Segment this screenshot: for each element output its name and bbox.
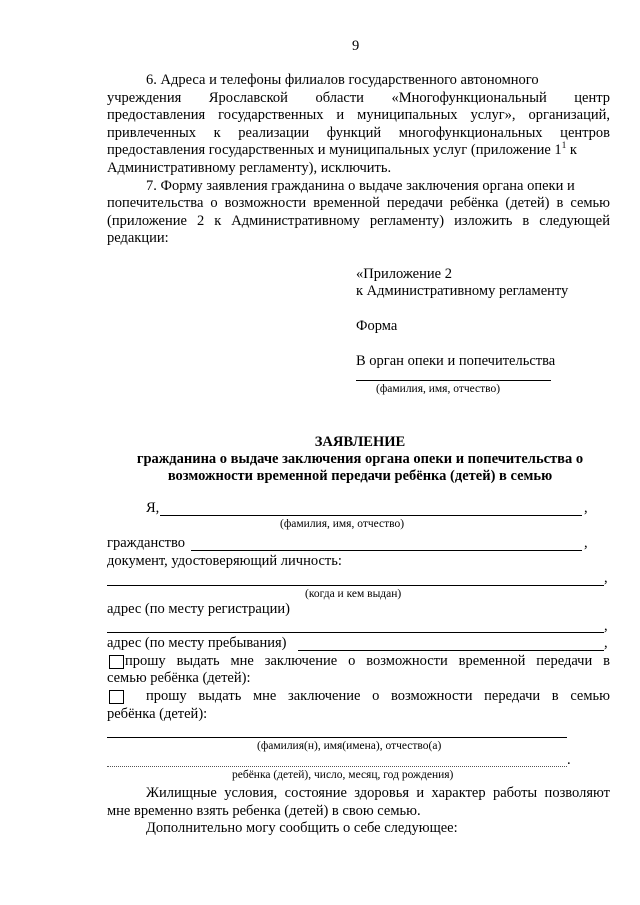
temporary-transfer-option-line2: семью ребёнка (детей): (107, 670, 251, 686)
child-birthdate-period: . (567, 752, 571, 768)
statement-title: ЗАЯВЛЕНИЕ (314, 434, 406, 450)
addressee-name-line[interactable] (356, 380, 551, 381)
page-number: 9 (352, 38, 360, 54)
para6-line5: предоставления государственных и муниципальных услуг (приложение $1^1$ к (107, 140, 577, 158)
addressee: В орган опеки и попечительства (356, 353, 556, 369)
applicant-name-line[interactable] (160, 515, 582, 516)
citizenship-comma: , (584, 535, 588, 551)
applicant-name-caption: (фамилия, имя, отчество) (280, 518, 405, 530)
citizenship-line[interactable] (191, 550, 582, 551)
citizenship-label: гражданство (107, 535, 185, 551)
additional-info-label: Дополнительно могу сообщить о себе следующее: (146, 820, 458, 836)
para7-line3: (приложение 2 к Административному регламенту) изложить в следующей (107, 213, 610, 229)
para6-line3: предоставления государственных и муниципальных услуг», организаций, (107, 107, 610, 123)
para6-line4: привлеченных к реализации функций многофункциональных центров (107, 125, 610, 141)
ya-label: Я, (146, 500, 160, 516)
stay-address-label: адрес (по месту пребывания) (107, 635, 287, 651)
conditions-line2: мне временно взять ребенка (детей) в свою семью. (107, 803, 421, 819)
transfer-option-line1: прошу выдать мне заключение о возможности передачи в семью (146, 688, 610, 704)
transfer-checkbox[interactable] (109, 690, 124, 704)
stay-address-line[interactable] (298, 650, 604, 651)
para6-line6: Административному регламенту), исключить. (107, 160, 392, 176)
para7-line4: редакции: (107, 230, 169, 246)
statement-subtitle-line2: возможности временной передачи ребёнка (детей) в семью (167, 468, 553, 484)
child-birthdate-caption: ребёнка (детей), число, месяц, год рождения) (232, 769, 454, 781)
para6-line1: 6. Адреса и телефоны филиалов государственного автономного (146, 72, 539, 88)
child-name-line[interactable] (107, 737, 567, 738)
registration-address-line[interactable] (107, 632, 604, 633)
form-label: Форма (356, 318, 398, 334)
statement-subtitle-line1: гражданина о выдаче заключения органа опеки и попечительства о (136, 451, 584, 467)
temporary-transfer-option-line1: прошу выдать мне заключение о возможности временной передачи в (125, 653, 610, 669)
para7-line2: попечительства о возможности временной передачи ребёнка (детей) в семью (107, 195, 610, 211)
appendix-reference: к Административному регламенту (356, 283, 569, 299)
addressee-name-caption: (фамилия, имя, отчество) (376, 383, 501, 395)
para6-line2: учреждения Ярославской области «Многофункциональный центр (107, 90, 610, 106)
registration-address-comma: , (604, 618, 608, 634)
transfer-option-line2: ребёнка (детей): (107, 706, 208, 722)
applicant-name-comma: , (584, 500, 588, 516)
id-document-caption: (когда и кем выдан) (305, 588, 402, 600)
id-document-label: документ, удостоверяющий личность: (107, 553, 342, 569)
child-birthdate-line[interactable] (107, 766, 567, 767)
child-name-caption: (фамилия(н), имя(имена), отчество(а) (257, 740, 442, 752)
id-document-comma: , (604, 570, 608, 586)
appendix-title: «Приложение 2 (356, 266, 452, 282)
registration-address-label: адрес (по месту регистрации) (107, 601, 290, 617)
conditions-line1: Жилищные условия, состояние здоровья и характер работы позволяют (146, 785, 610, 801)
id-document-line[interactable] (107, 585, 604, 586)
temporary-transfer-checkbox[interactable] (109, 655, 124, 669)
stay-address-comma: , (604, 635, 608, 651)
para7-line1: 7. Форму заявления гражданина о выдаче заключения органа опеки и (146, 178, 575, 194)
